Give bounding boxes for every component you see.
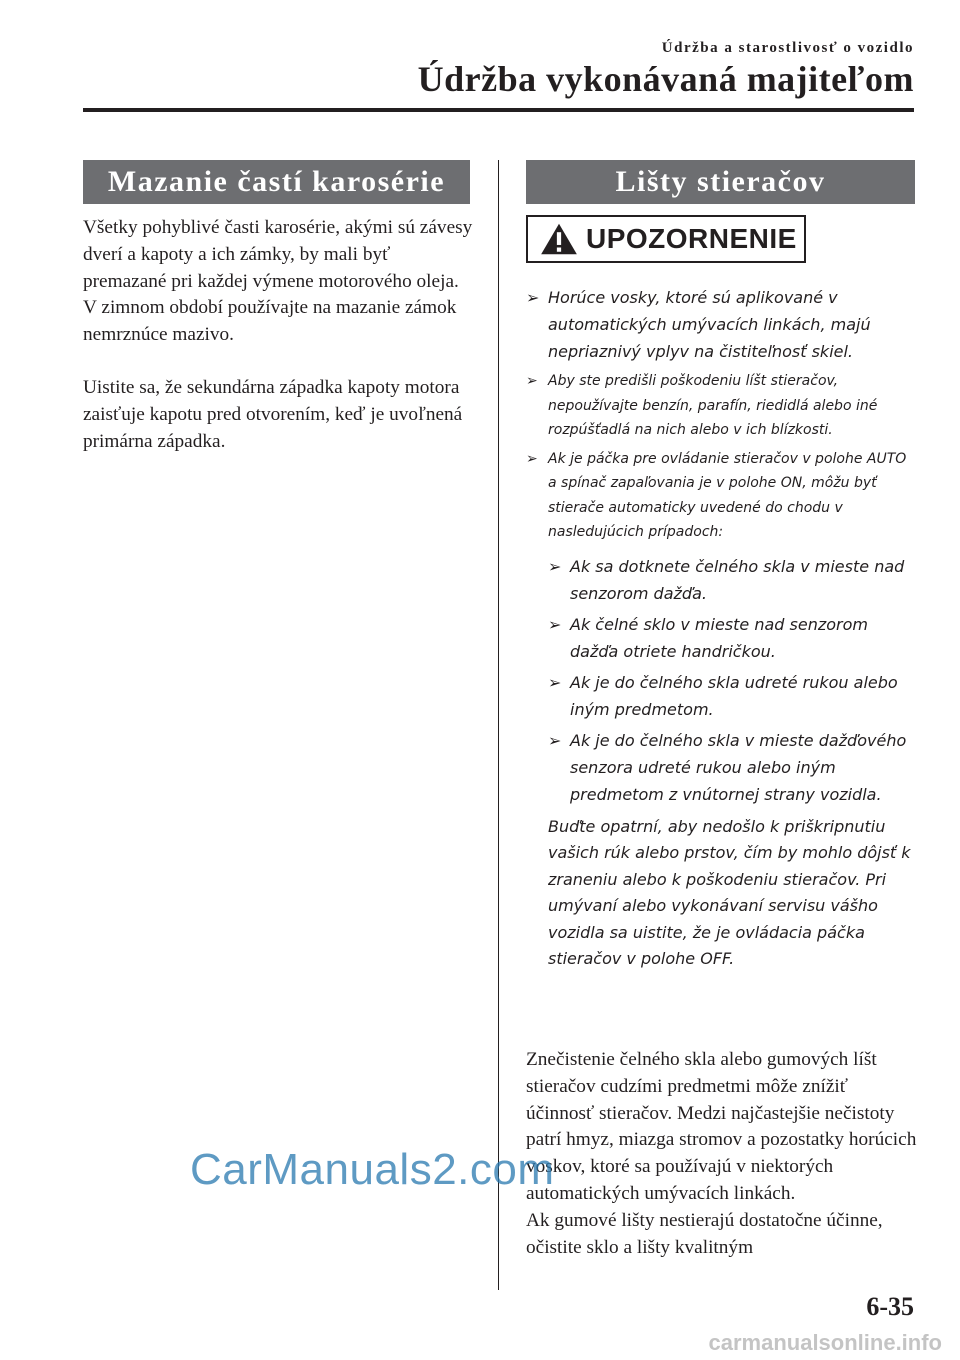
warning-text: Horúce vosky, ktoré sú aplikované v automatických umývacích linkách, majú nepriaznivý vplyv na čistiteľnosť skiel. (548, 288, 871, 361)
left-body (83, 215, 475, 481)
header-rule (83, 108, 914, 112)
warning-sub-text: Ak je do čelného skla v mieste dažďového senzora udreté rukou alebo iným predmetom z vnútornej strany vozidla. (570, 730, 907, 804)
warning-sub-text: Ak je do čelného skla udreté rukou alebo iným predmetom. (570, 672, 898, 719)
bullet-arrow-icon: ➢ (526, 288, 540, 307)
warning-sub-text: Ak sa dotknete čelného skla v mieste nad senzorom dažďa. (570, 556, 905, 603)
footer-watermark: carmanualsonline.info (708, 1330, 942, 1355)
warning-item (526, 447, 918, 545)
paragraph: Ak gumové lišty nestierajú dostatočne účinne, očistite sklo a lišty kvalitným (526, 1209, 883, 1258)
warning-list (526, 284, 918, 973)
page-number: 6-35 (866, 1292, 914, 1321)
paragraph: Všetky pohyblivé časti karosérie, akými sú závesy dverí a kapoty a ich zámky, by mali byť premazané pri každej výmene motorového oleja. V zimnom období používajte na mazanie zámok nemrznúce mazivo. (83, 217, 473, 346)
header-title: Údržba vykonávaná majiteľom (417, 59, 914, 99)
bullet-arrow-icon: ➢ (548, 556, 562, 576)
caution-text: Buďte opatrní, aby nedošlo k priškripnutiu vašich rúk alebo prstov, čím by mohlo dôjsť k zraneniu alebo k poškodeniu stieračov. Pri umývaní alebo vykonávaní servisu vášho vozidla sa uistite, že je ovládacia páčka stieračov v polohe OFF. (548, 816, 911, 968)
paragraph: Znečistenie čelného skla alebo gumových líšt stieračov cudzími predmetmi môže znížiť účinnosť stieračov. Medzi najčastejšie nečistoty patrí hmyz, miazga stromov a pozostatky horúcich voskov, ktoré sa používajú v niektorých automatických umývacích linkách. (526, 1049, 917, 1204)
warning-text: Ak je páčka pre ovládanie stieračov v polohe AUTO a spínač zapaľovania je v polohe ON, môžu byť stierače automaticky uvedené do chodu v nasledujúcich prípadoch: (548, 450, 907, 540)
bullet-arrow-icon: ➢ (526, 450, 538, 467)
bullet-arrow-icon: ➢ (548, 614, 562, 634)
bullet-arrow-icon: ➢ (526, 373, 538, 389)
section-heading-lubrication: Mazanie častí karosérie (83, 160, 470, 204)
warning-sub-list (548, 553, 918, 808)
warning-label: UPOZORNENIE (586, 223, 797, 254)
paragraph: Uistite sa, že sekundárna západka kapoty motora zaisťuje kapotu pred otvorením, keď je uvoľnená primárna západka. (83, 376, 463, 452)
warning-box (526, 215, 806, 263)
warning-item (526, 369, 918, 443)
bullet-arrow-icon: ➢ (548, 672, 562, 692)
section-heading-wiper-blades: Lišty stieračov (526, 160, 915, 204)
column-divider (498, 160, 499, 1290)
warning-text: Aby ste predišli poškodeniu líšt stieračov, nepoužívajte benzín, parafín, riedidlá alebo iné rozpúšťadlá na nich alebo v ich blízkosti. (548, 373, 878, 438)
warning-sub-item (548, 553, 918, 607)
right-body (526, 1047, 918, 1261)
warning-sub-item (548, 669, 918, 723)
warning-triangle-icon (536, 222, 582, 256)
warning-item (526, 284, 918, 365)
warning-sub-item (548, 611, 918, 665)
header-subtitle: Údržba a starostlivosť o vozidlo (661, 40, 914, 56)
warning-sub-item (548, 727, 918, 808)
watermark-text: CarManuals2.com (190, 1145, 555, 1194)
warning-sub-text: Ak čelné sklo v mieste nad senzorom dažďa otriete handričkou. (570, 614, 868, 661)
bullet-arrow-icon: ➢ (548, 730, 562, 750)
